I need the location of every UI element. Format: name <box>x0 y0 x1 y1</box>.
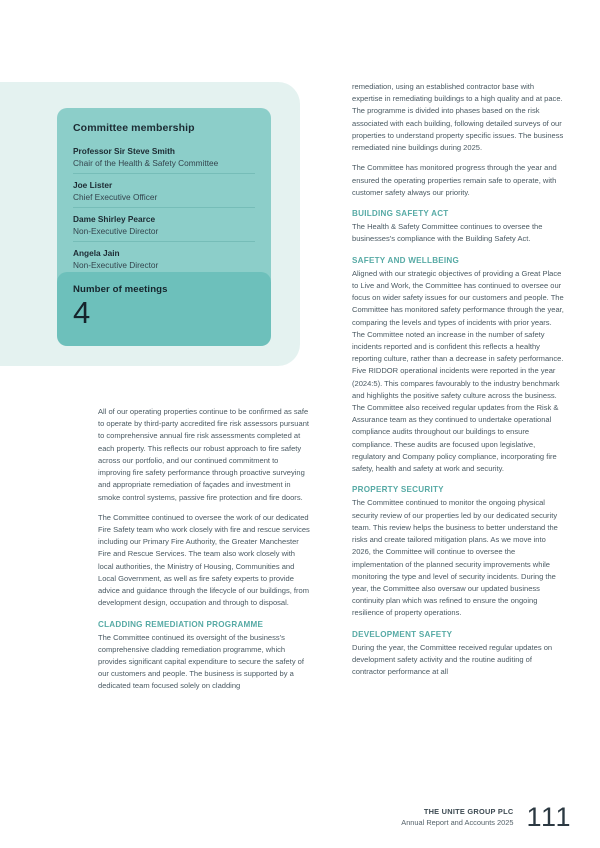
meetings-label: Number of meetings <box>73 284 168 295</box>
footer-company-name: THE UNITE GROUP PLC <box>423 806 514 816</box>
paragraph: remediation, using an established contractor base with expertise in remediating buildings to a high quality and at pace. The programme is divided into phases based on the risk associated with each building, following detailed surveys of our properties to understand property specific issues. The business remediated nine buildings during 2025. <box>352 82 564 153</box>
committee-member-row <box>73 145 255 174</box>
committee-member-row <box>73 179 255 208</box>
page-footer <box>401 804 572 831</box>
committee-member-row <box>73 247 255 271</box>
section-heading-building-safety-act: BUILDING SAFETY ACT <box>352 208 449 218</box>
footer-text-block <box>401 807 513 828</box>
paragraph: The Committee has monitored progress through the year and ensured the operating properties remain safe to operate, with customer safety always our priority. <box>352 163 557 197</box>
left-text-column <box>98 406 311 693</box>
paragraph: Aligned with our strategic objectives of providing a Great Place to Live and Work, the Committee has continued to oversee our focus on wider safety issues for our customers and people. The Committee has monitored safety performance through the year, comparing the levels and types of incidents with prior years. The Committee noted an increase in the number of safety incidents reported and is confident this reflects a healthy reporting culture, rather than a decrease in safety performance. Five RIDDOR operational incidents were reported in the year (2024:5). This compares favourably to the industry benchmark and highlights the positive safety culture across the business. The Committee also received regular updates from the Risk & Assurance team as they continued to undertake operational compliance audits throughout our buildings to ensure compliance. These audits are focused upon legislative, regulatory and Company policy compliance, incorporating fire safety, health and safety at work and security. <box>352 268 564 474</box>
paragraph: The Committee continued its oversight of the business's comprehensive cladding remediation programme, which provides significant capital expenditure to secure the safety of our customers and people. The business is supported by a dedicated team focused solely on cladding <box>98 632 304 691</box>
paragraph: The Health & Safety Committee continues to oversee the businesses's compliance with the Building Safety Act. <box>352 222 543 244</box>
section-heading-development-safety: DEVELOPMENT SAFETY <box>352 629 453 639</box>
paragraph: The Committee continued to monitor the ongoing physical security review of our properties led by our dedicated security team. This review helps the business to better understand the risks and create tailored mitigation plans. As we move into 2026, the Committee will continue to oversee the implementation of the planned security improvements while monitoring the type and level of security incidents. During the year, the Committee also oversaw our updated business continuity plan which was refined to ensure the ongoing resilience of property operations. <box>352 498 558 618</box>
member-role: Non-Executive Director <box>73 226 159 237</box>
meetings-value: 4 <box>73 295 91 330</box>
paragraph: All of our operating properties continue to be confirmed as safe to operate by third-party accredited fire risk assessors pursuant to comprehensive annual fire risk assessments completed at each property. This reflects our robust approach to fire safety across our portfolio, and our continued commitment to improving fire safety performance through proactive surveying and appropriate remediation of façades and investment in smoke control systems, passive fire protection and fire doors. <box>98 407 309 502</box>
section-heading-cladding-remediation-programme: CLADDING REMEDIATION PROGRAMME <box>98 619 264 629</box>
section-heading-property-security: PROPERTY SECURITY <box>352 485 444 495</box>
section-heading-safety-and-wellbeing: SAFETY AND WELLBEING <box>352 255 460 265</box>
committee-membership-card <box>57 108 271 289</box>
right-text-column <box>352 81 565 678</box>
committee-member-row <box>73 213 255 242</box>
member-name: Dame Shirley Pearce <box>73 214 156 225</box>
member-name: Joe Lister <box>73 180 113 191</box>
member-name: Professor Sir Steve Smith <box>73 146 175 156</box>
paragraph: The Committee continued to oversee the work of our dedicated Fire Safety team who work closely with fire and rescue services including our Primary Fire Authority, the Greater Manchester Fire and Rescue Services. The team also work closely with local authorities, the Ministry of Housing, Communities and Local Government, as well as fire safety experts to provide advice and guidance through the lifecycle of our buildings, from development design, occupation and through to disposal. <box>98 512 310 608</box>
member-role: Chair of the Health & Safety Committee <box>73 158 219 169</box>
page-number: 111 <box>526 802 572 832</box>
number-of-meetings-box <box>57 272 271 346</box>
member-role: Non-Executive Director <box>73 260 159 271</box>
member-name: Angela Jain <box>73 248 120 259</box>
committee-membership-title: Committee membership <box>73 122 195 134</box>
footer-report-title: Annual Report and Accounts 2025 <box>401 817 514 827</box>
member-role: Chief Executive Officer <box>73 192 158 203</box>
paragraph: During the year, the Committee received regular updates on development safety activity and the routine auditing of contractor performance at all <box>352 642 553 677</box>
